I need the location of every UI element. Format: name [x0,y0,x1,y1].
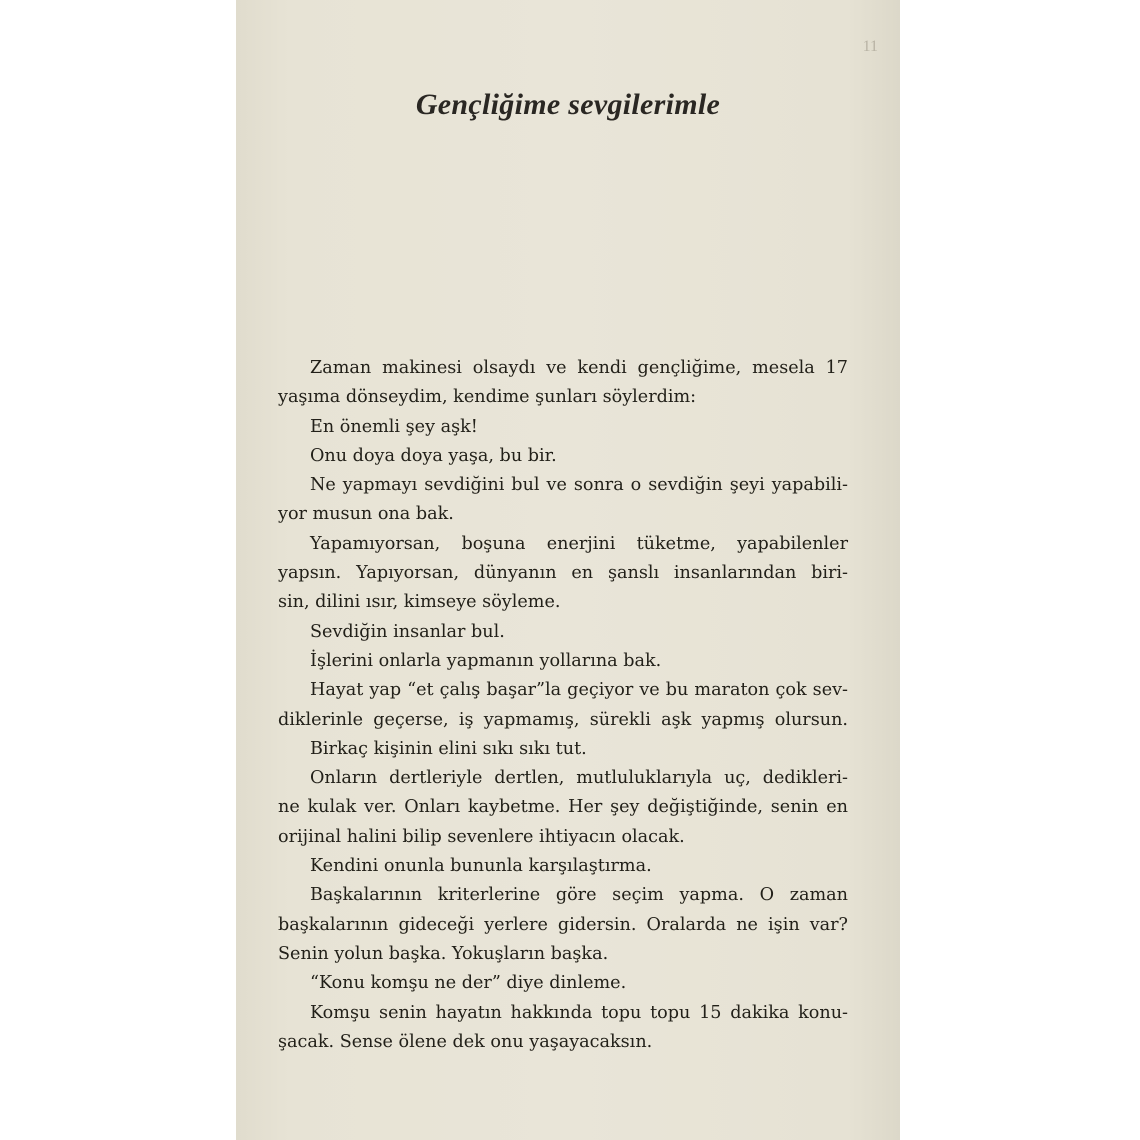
text-line: Başkalarının kriterlerine göre seçim yapma. O zaman [310,885,848,906]
text-line: “Konu komşu ne der” diye dinleme. [310,973,627,994]
text-line: İşlerini onlarla yapmanın yollarına bak. [310,650,662,671]
text-line: şacak. Sense ölene dek onu yaşayacaksın. [278,1031,653,1052]
text-line: Komşu senin hayatın hakkında topu topu 15 dakika konu- [310,1002,848,1023]
text-line: Birkaç kişinin elini sıkı sıkı tut. [310,738,587,759]
text-line: Kendini onunla bununla karşılaştırma. [310,856,652,877]
text-line: Onların dertleriyle dertlen, mutluluklarıyla uç, dedikleri- [310,768,848,789]
page-number: 11 [862,38,878,55]
text-line: Sevdiğin insanlar bul. [310,621,505,642]
text-line: Ne yapmayı sevdiğini bul ve sonra o sevdiğin şeyi yapabili- [310,475,848,496]
text-line: En önemli şey aşk! [310,416,478,437]
text-line: Senin yolun başka. Yokuşların başka. [278,943,609,964]
text-line: yapsın. Yapıyorsan, dünyanın en şanslı insanlarından biri- [278,563,848,584]
text-line: yaşıma dönseydim, kendime şunları söylerdim: [278,387,697,408]
text-line: yor musun ona bak. [278,504,454,525]
body-text [278,354,848,1057]
text-line: Yapamıyorsan, boşuna enerjini tüketme, yapabilenler [310,533,848,554]
text-line: diklerinle geçerse, iş yapmamış, sürekli aşk yapmış olursun. [278,709,848,730]
text-line: ne kulak ver. Onları kaybetme. Her şey değiştiğinde, senin en [278,797,848,818]
text-line: orijinal halini bilip sevenlere ihtiyacın olacak. [278,826,685,847]
text-line: Zaman makinesi olsaydı ve kendi gençliğime, mesela 17 [310,358,848,378]
chapter-title: Gençliğime sevgilerimle [415,88,721,121]
book-page [236,0,900,1140]
text-line: sin, dilini ısır, kimseye söyleme. [278,592,561,613]
text-line: Hayat yap “et çalış başar”la geçiyor ve bu maraton çok sev- [310,680,848,701]
text-line: başkalarının gideceği yerlere gidersin. Oralarda ne işin var? [278,914,848,935]
text-line: Onu doya doya yaşa, bu bir. [310,445,557,466]
